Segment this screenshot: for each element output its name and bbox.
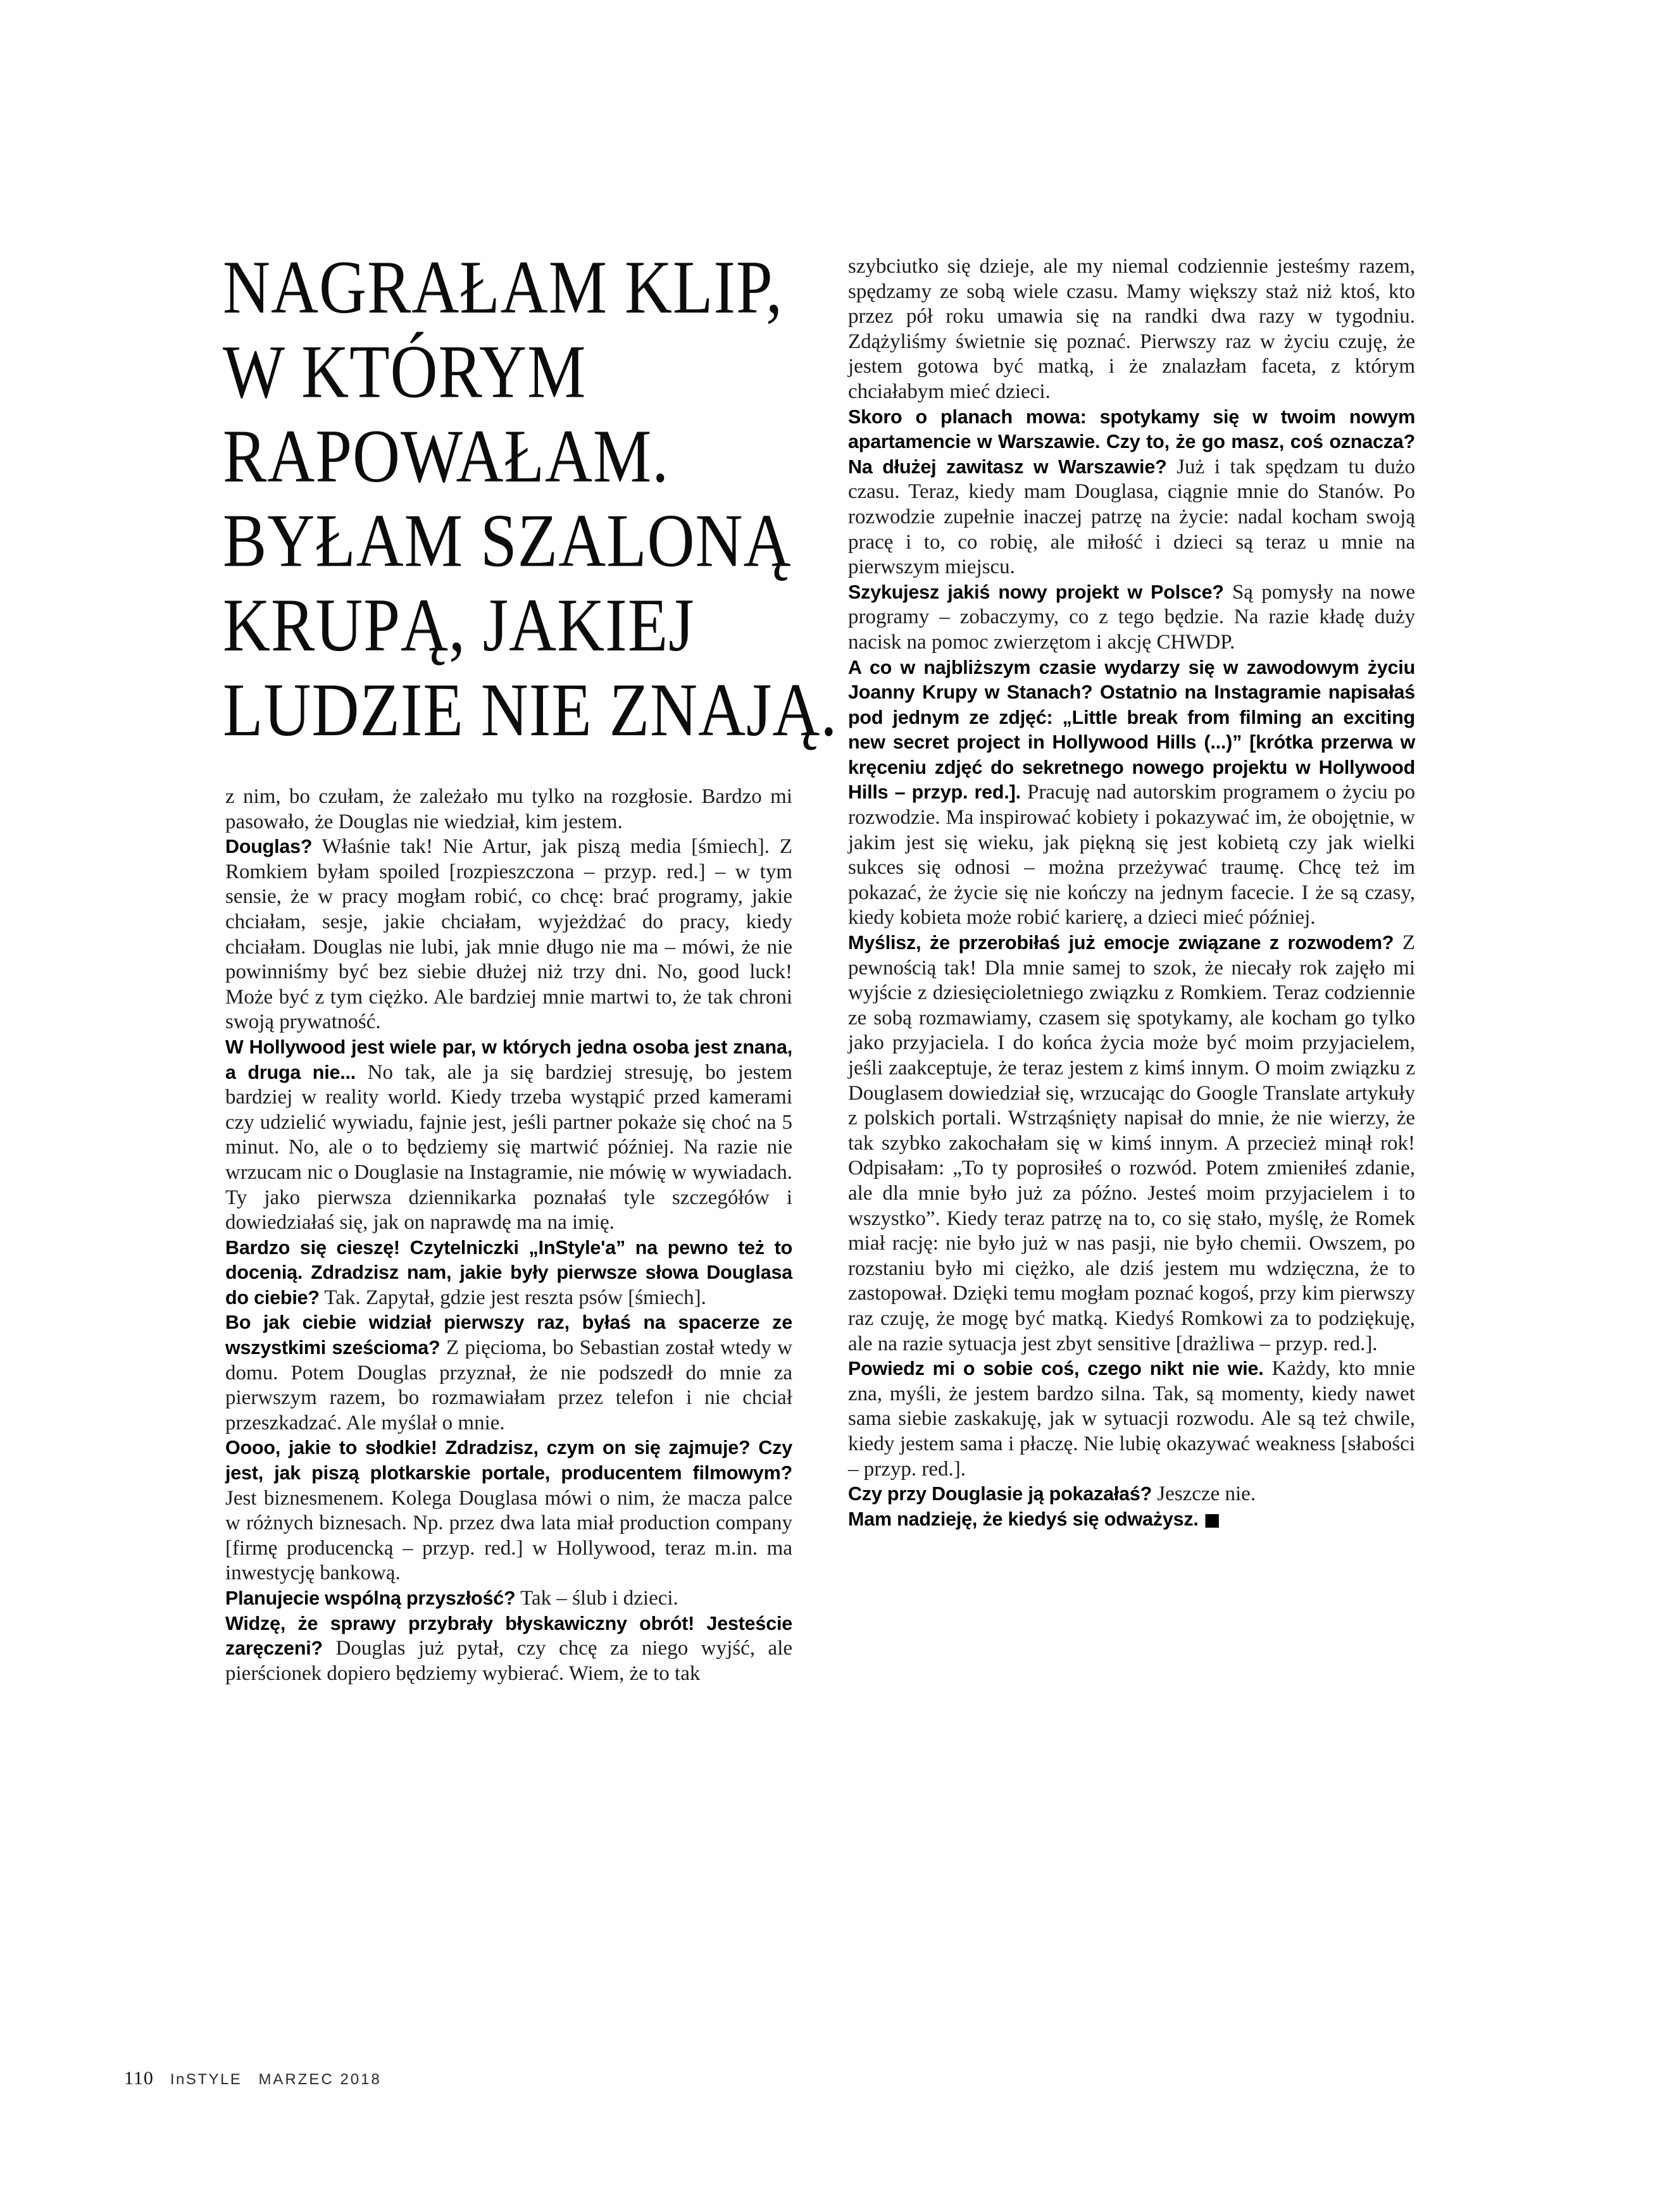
answer-text: Jest biznesmenem. Kolega Douglasa mówi o nim, że macza palce w różnych biznesach. Np. przez dwa lata miał production company [firmę producencką – przyp. red.] w Hollywood, teraz m.in. ma inwestycję bankową. — [225, 1486, 792, 1585]
answer-text: z nim, bo czułam, że zależało mu tylko na rozgłosie. Bardzo mi pasowało, że Douglas nie wiedział, kim jestem. — [225, 785, 792, 833]
answer-text: Pracuję nad autorskim programem o życiu po rozwodzie. Ma inspirować kobiety i pokazywać im, że obojętnie, w jakim jest się wieku, jak piękną się jest kobietą czy jak wielki sukces się odnosi – można przeżywać traumę. Chcę też im pokazać, że życie się nie kończy na jednym facecie. I że są czasy, kiedy kobieta może robić karierę, a dzieci mieć później. — [848, 781, 1416, 929]
answer-paragraph — [225, 785, 792, 835]
question-text: Widzę, że sprawy przybrały błyskawiczny obrót! Jesteście zaręczeni? — [225, 1612, 792, 1660]
question-text: Myślisz, że przerobiłaś już emocje związane z rozwodem? — [848, 932, 1394, 954]
qa-paragraph — [225, 835, 792, 1035]
question-text: W Hollywood jest wiele par, w których jedna osoba jest znana, a druga nie... — [225, 1036, 792, 1083]
answer-text: Z pięcioma, bo Sebastian został wtedy w domu. Potem Douglas przyznał, że nie podszedł do mnie za pierwszym razem, bo rozmawiałam przez telefon i nie chciał przeszkadzać. Ale myślał o mnie. — [225, 1336, 793, 1434]
qa-paragraph — [225, 1035, 792, 1236]
answer-text: Są pomysły na nowe programy – zobaczymy, co z tego będzie. Na razie kładę duży nacisk na pomoc zwierzętom i akcję CHWDP. — [848, 580, 1415, 654]
answer-text: szybciutko się dzieje, ale my niemal codziennie jesteśmy razem, spędzamy ze sobą wiele czasu. Mamy większy staż niż ktoś, kto przez pół roku umawia się na randki dwa razy w tygodniu. Zdążyliśmy świetnie się poznać. Pierwszy raz w życiu czuję, że jestem gotowa być matką, i że znalazłam faceta, z którym chciałabym mieć dzieci. — [848, 255, 1415, 403]
question-text: Czy przy Douglasie ją pokazałaś? — [848, 1483, 1152, 1505]
question-text: Powiedz mi o sobie coś, czego nikt nie wie. — [848, 1358, 1264, 1380]
qa-paragraph — [848, 1482, 1415, 1507]
answer-text: Już i tak spędzam tu dużo czasu. Teraz, kiedy mam Douglasa, ciągnie mnie do Stanów. Po rozwodzie zupełnie inaczej patrzę na życie: nadal kocham swoją pracę i to, co robię, ale miłość i dzieci są teraz u mnie na pierwszym miejscu. — [848, 455, 1415, 579]
question-text: Oooo, jakie to słodkie! Zdradzisz, czym on się zajmuje? Czy jest, jak piszą plotkarskie portale, producentem filmowym? — [225, 1437, 792, 1484]
question-text: Szykujesz jakiś nowy projekt w Polsce? — [848, 581, 1224, 603]
answer-text: No tak, ale ja się bardziej stresuję, bo jestem bardziej w reality world. Kiedy trzeba wystąpić przed kamerami czy udzielić wywiadu, fajnie jest, jeśli partner pokaże się choć na 5 minut. No, ale o to będziemy się martwić później. Na razie nie wrzucam nic o Douglasie na Instagramie, nie mówię w wywiadach. Ty jako pierwsza dziennikarka poznałaś tyle szczegółów i dowiedziałaś się, jak on naprawdę ma na imię. — [225, 1060, 792, 1234]
question-text: Bardzo się cieszę! Czytelniczki „InStyle'a” na pewno też to docenią. Zdradzisz nam, jakie były pierwsze słowa Douglasa do ciebie? — [225, 1236, 792, 1308]
qa-paragraph — [225, 1436, 792, 1586]
headline-line: RAPOWAŁAM. — [223, 414, 670, 499]
issue-date: MARZEC 2018 — [258, 2071, 382, 2088]
headline — [223, 245, 910, 752]
headline-line: W KTÓRYM — [223, 330, 587, 414]
qa-paragraph — [848, 931, 1415, 1357]
qa-paragraph — [225, 1310, 792, 1436]
question-text: Skoro o planach mowa: spotykamy się w twoim nowym apartamencie w Warszawie. Czy to, że go masz, coś oznacza? Na dłużej zawitasz w Warszawie? — [848, 406, 1415, 478]
answer-text: Właśnie tak! Nie Artur, jak piszą media [śmiech]. Z Romkiem byłam spoiled [rozpieszczona – przyp. red.] – w tym sensie, że w pracy mogłam robić, co chcę: brać programy, jakie chciałam, sesje, jakie chciałam, wyjeżdżać do pracy, kiedy chciałam. Douglas nie lubi, jak mnie długo nie ma – mówi, że nie powinniśmy być bez siebie dłużej niż trzy dni. No, good luck! Może być z tym ciężko. Ale bardziej mnie martwi to, że tak chroni swoją prywatność. — [225, 835, 792, 1034]
qa-paragraph — [848, 656, 1415, 931]
qa-paragraph — [225, 1236, 792, 1311]
qa-paragraph — [225, 1586, 792, 1612]
answer-text: Tak – ślub i dzieci. — [520, 1587, 678, 1610]
body-column-right — [848, 254, 1415, 2026]
qa-paragraph — [848, 1507, 1415, 1532]
question-text: Mam nadzieję, że kiedyś się odważysz. — [848, 1508, 1199, 1530]
answer-text: Każdy, kto mnie zna, myśli, że jestem bardzo silna. Tak, są momenty, kiedy nawet sama siebie zaskakuję, jak w sytuacji rozwodu. Ale są też chwile, kiedy jestem sama i płaczę. Nie lubię okazywać weakness [słabości – przyp. red.]. — [848, 1357, 1416, 1481]
headline-line: BYŁAM SZALONĄ — [223, 499, 792, 583]
body-column-left — [225, 785, 792, 2025]
headline-line: LUDZIE NIE ZNAJĄ. — [223, 668, 838, 752]
article-end-mark: ■ — [1203, 1508, 1221, 1530]
headline-line: KRUPĄ, JAKIEJ — [223, 583, 695, 668]
qa-paragraph — [848, 1357, 1415, 1482]
magazine-name: InSTYLE — [170, 2071, 242, 2088]
question-text: Planujecie wspólną przyszłość? — [225, 1588, 516, 1609]
qa-paragraph — [848, 580, 1415, 656]
answer-text: Douglas już pytał, czy chcę za niego wyjść, ale pierścionek dopiero będziemy wybierać. Wiem, że to tak — [225, 1637, 793, 1685]
answer-text: Tak. Zapytał, gdzie jest reszta psów [śmiech]. — [324, 1286, 706, 1309]
question-text: A co w najbliższym czasie wydarzy się w zawodowym życiu Joanny Krupy w Stanach? Ostatnio na Instagramie napisałaś pod jednym ze zdjęć: „Little break from filming an exciting new secret project in Hollywood Hills (...)” [krótka przerwa w kręceniu zdjęć do sekretnego nowego projektu w Hollywood Hills – przyp. red.]. — [848, 656, 1415, 804]
page-footer — [124, 2068, 382, 2089]
headline-line: NAGRAŁAM KLIP, — [223, 245, 784, 330]
question-text: Douglas? — [225, 836, 313, 858]
answer-text: Jeszcze nie. — [1157, 1482, 1256, 1506]
page-number: 110 — [124, 2068, 154, 2089]
answer-paragraph — [848, 254, 1415, 405]
question-text: Bo jak ciebie widział pierwszy raz, byłaś na spacerze ze wszystkimi sześcioma? — [225, 1312, 792, 1359]
qa-paragraph — [848, 405, 1415, 580]
answer-text: Z pewnością tak! Dla mnie samej to szok, że niecały rok zajęło mi wyjście z dziesięcioletniego związku z Romkiem. Teraz codziennie ze sobą rozmawiamy, czasem się spotykamy, ale kocham go tylko jako przyjaciela. I do końca życia może być moim przyjacielem, jeśli zaakceptuje, że teraz jestem z kimś innym. O moim związku z Douglasem dowiedział się, wrzucając do Google Translate artykuły z polskich portali. Wstrząśnięty napisał do mnie, że nie wierzy, że tak szybko zakochałam się w kimś innym. A przecież minął rok! Odpisałam: „To ty poprosiłeś o rozwód. Potem zmieniłeś zdanie, ale dla mnie było już za późno. Jesteś moim przyjacielem i to wszystko”. Kiedy teraz patrzę na to, co się stało, myślę, że Romek miał rację: nie było już w nas pasji, nie było chemii. Owszem, po rozstaniu było mi ciężko, ale dziś jestem mu wdzięczna, że to zastopował. Dzięki temu mogłam poznać kogoś, przy kim pierwszy raz czuję, że mogę być matką. Kiedyś Romkowi za to podziękuję, ale na razie sytuacja jest zbyt sensitive [drażliwa – przyp. red.]. — [848, 931, 1416, 1355]
qa-paragraph — [225, 1612, 792, 1687]
